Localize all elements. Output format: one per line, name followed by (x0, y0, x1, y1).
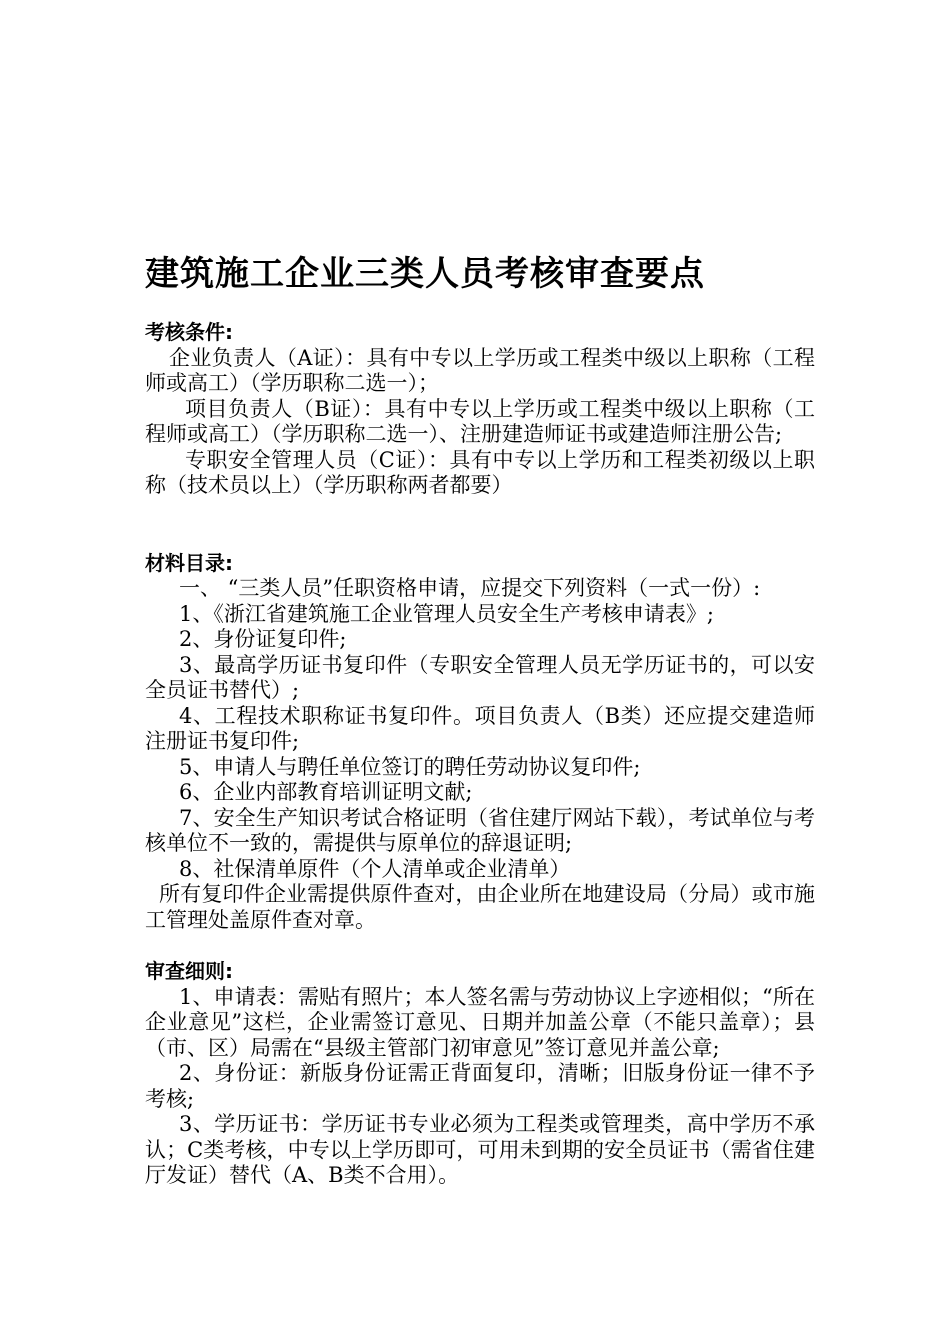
spacer (145, 933, 815, 959)
materials-intro: 一、 “三类人员”任职资格申请，应提交下列资料（一式一份）: (179, 576, 761, 600)
review-rule-1: 1、申请表：需贴有照片；本人签名需与劳动协议上字迹相似；“所在企业意见”这栏，企业需签订意见、日期并加盖公章（不能只盖章）；县（市、区）局需在“县级主管部门初审意见”签订意见并盖公章; (145, 984, 815, 1060)
review-rule-2: 2、身份证：新版身份证需正背面复印，清晰；旧版身份证一律不予考核; (145, 1061, 815, 1111)
material-item-2: 2、身份证复印件; (179, 627, 347, 651)
materials-section (145, 551, 815, 934)
condition-item-a: 企业负责人（A证）：具有中专以上学历或工程类中级以上职称（工程师或高工）（学历职称二选一）； (145, 345, 815, 395)
document-title: 建筑施工企业三类人员考核审查要点 (145, 254, 705, 294)
material-item-5: 5、申请人与聘任单位签订的聘任劳动协议复印件; (179, 754, 641, 779)
materials-heading: 材料目录: (145, 550, 233, 575)
condition-item-b: 项目负责人（B证）：具有中专以上学历或工程类中级以上职称（工程师或高工）（学历职称二选一）、注册建造师证书或建造师注册公告; (145, 396, 815, 446)
exam-conditions-heading: 考核条件: (145, 320, 233, 344)
materials-note: 所有复印件企业需提供原件查对，由企业所在地建设局（分局）或市施工管理处盖原件查对章。 (145, 882, 815, 932)
material-item-4: 4、工程技术职称证书复印件。项目负责人（B类）还应提交建造师注册证书复印件; (145, 703, 815, 753)
spacer (145, 499, 815, 551)
exam-conditions-section (145, 320, 815, 499)
material-item-8: 8、社保清单原件（个人清单或企业清单） (179, 856, 571, 881)
material-item-3: 3、最高学历证书复印件（专职安全管理人员无学历证书的，可以安全员证书替代）; (145, 652, 815, 702)
document-body (145, 320, 815, 1189)
material-item-1: 1、《浙江省建筑施工企业管理人员安全生产考核申请表》; (179, 601, 714, 626)
review-rules-section (145, 959, 815, 1189)
material-item-7: 7、安全生产知识考试合格证明（省住建厅网站下载），考试单位与考核单位不一致的，需提供与原单位的辞退证明; (145, 805, 815, 855)
review-rules-heading: 审查细则: (145, 959, 233, 983)
review-rule-3: 3、学历证书：学历证书专业必须为工程类或管理类，高中学历不承认；C类考核，中专以上学历即可，可用未到期的安全员证书（需省住建厅发证）替代（A、B类不合用）。 (145, 1112, 815, 1187)
material-item-6: 6、企业内部教育培训证明文献; (179, 780, 473, 804)
condition-item-c: 专职安全管理人员（C证）：具有中专以上学历和工程类初级以上职称（技术员以上）（学历职称两者都要） (145, 447, 815, 497)
